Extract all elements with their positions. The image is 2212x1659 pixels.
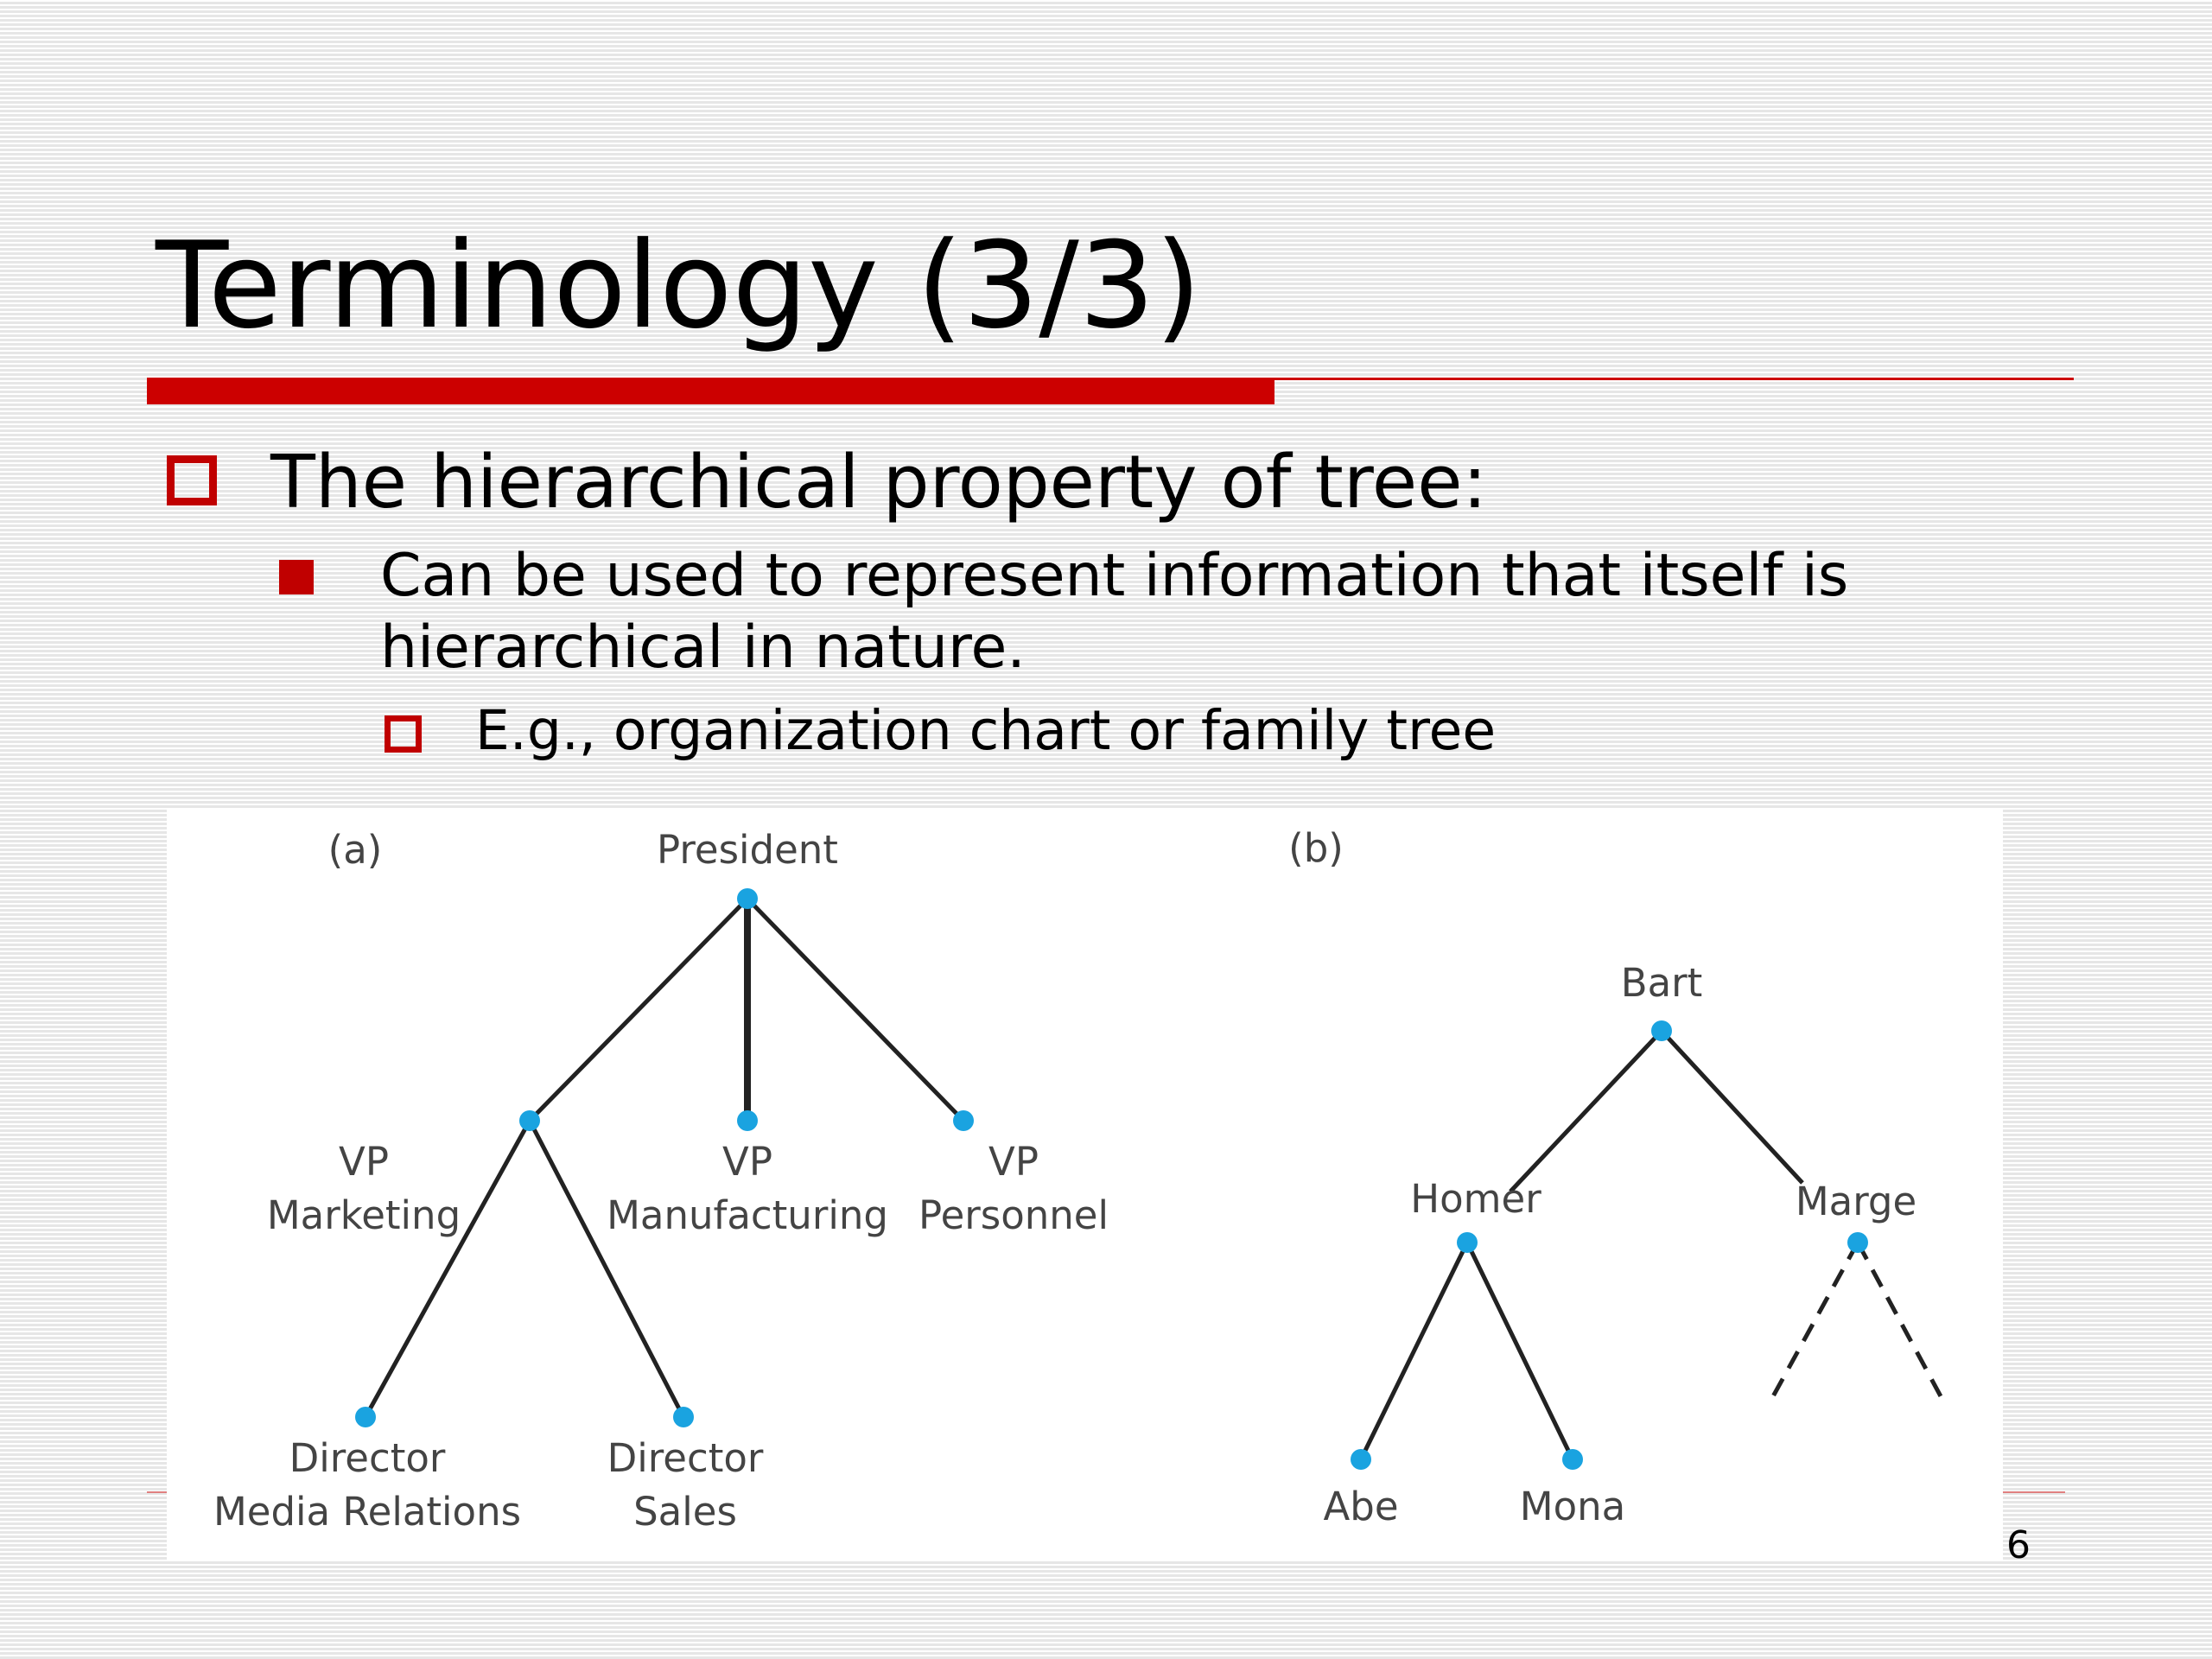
slide-title: Terminology (3/3) <box>156 216 1202 355</box>
label-mona: Mona <box>1519 1484 1626 1529</box>
label-vp-manufacturing-1: VP <box>722 1139 772 1185</box>
panel-a-label: (a) <box>327 827 383 873</box>
label-marge: Marge <box>1795 1179 1917 1224</box>
hollow-square-bullet-icon <box>385 715 422 753</box>
bullet-level-2-line-1: Can be used to represent information that itself is <box>380 542 1849 610</box>
label-dir-media-1: Director <box>289 1435 446 1481</box>
node-marge <box>1847 1232 1868 1253</box>
bullet-level-1: The hierarchical property of tree: <box>270 440 1488 525</box>
page-number: 6 <box>2006 1523 2031 1567</box>
panel-b-label: (b) <box>1288 825 1344 871</box>
edge-marge-left-dashed <box>1768 1243 1858 1406</box>
node-homer <box>1457 1232 1478 1253</box>
edge-president-vp-marketing <box>530 899 747 1121</box>
org-chart-labels <box>213 827 1109 1535</box>
footer-line-right <box>2003 1491 2065 1493</box>
label-vp-personnel-2: Personnel <box>918 1192 1109 1238</box>
node-president <box>737 888 758 909</box>
org-chart-nodes <box>355 888 974 1427</box>
bullet-level-2-line-2: hierarchical in nature. <box>380 613 1026 682</box>
label-president: President <box>657 827 838 873</box>
label-abe: Abe <box>1323 1484 1399 1529</box>
title-underline-thin <box>1274 378 2074 380</box>
label-dir-sales-2: Sales <box>633 1489 737 1535</box>
label-vp-marketing-1: VP <box>339 1139 389 1185</box>
org-chart-edges <box>365 899 963 1417</box>
edge-president-vp-personnel <box>747 899 963 1121</box>
tree-figure-svg <box>167 810 2003 1561</box>
edge-vp-marketing-dir-media <box>365 1121 530 1417</box>
solid-square-bullet-icon <box>279 560 314 594</box>
bullet-level-3: E.g., organization chart or family tree <box>475 699 1497 762</box>
label-dir-media-2: Media Relations <box>213 1489 522 1535</box>
edge-marge-right-dashed <box>1858 1243 1946 1406</box>
label-dir-sales-1: Director <box>607 1435 764 1481</box>
label-vp-marketing-2: Marketing <box>266 1192 461 1238</box>
node-vp-manufacturing <box>737 1110 758 1131</box>
label-vp-personnel-1: VP <box>988 1139 1039 1185</box>
edge-bart-marge <box>1662 1031 1802 1183</box>
node-bart <box>1651 1020 1672 1041</box>
family-tree-labels <box>1288 825 1916 1529</box>
node-mona <box>1562 1449 1583 1470</box>
node-dir-sales <box>673 1407 694 1427</box>
bullet-level-2 <box>380 541 1848 684</box>
edge-bart-homer <box>1510 1031 1662 1192</box>
node-vp-marketing <box>519 1110 540 1131</box>
edge-homer-abe <box>1361 1243 1467 1459</box>
label-homer: Homer <box>1410 1176 1541 1222</box>
label-bart: Bart <box>1620 960 1703 1006</box>
title-underline-thick <box>147 378 1274 404</box>
node-abe <box>1351 1449 1371 1470</box>
tree-figure <box>167 810 2003 1561</box>
footer-line-left <box>147 1491 167 1493</box>
edge-vp-marketing-dir-sales <box>530 1121 683 1417</box>
node-dir-media <box>355 1407 376 1427</box>
hollow-square-bullet-icon <box>167 455 217 505</box>
label-vp-manufacturing-2: Manufacturing <box>607 1192 888 1238</box>
edge-homer-mona <box>1467 1243 1573 1459</box>
node-vp-personnel <box>953 1110 974 1131</box>
